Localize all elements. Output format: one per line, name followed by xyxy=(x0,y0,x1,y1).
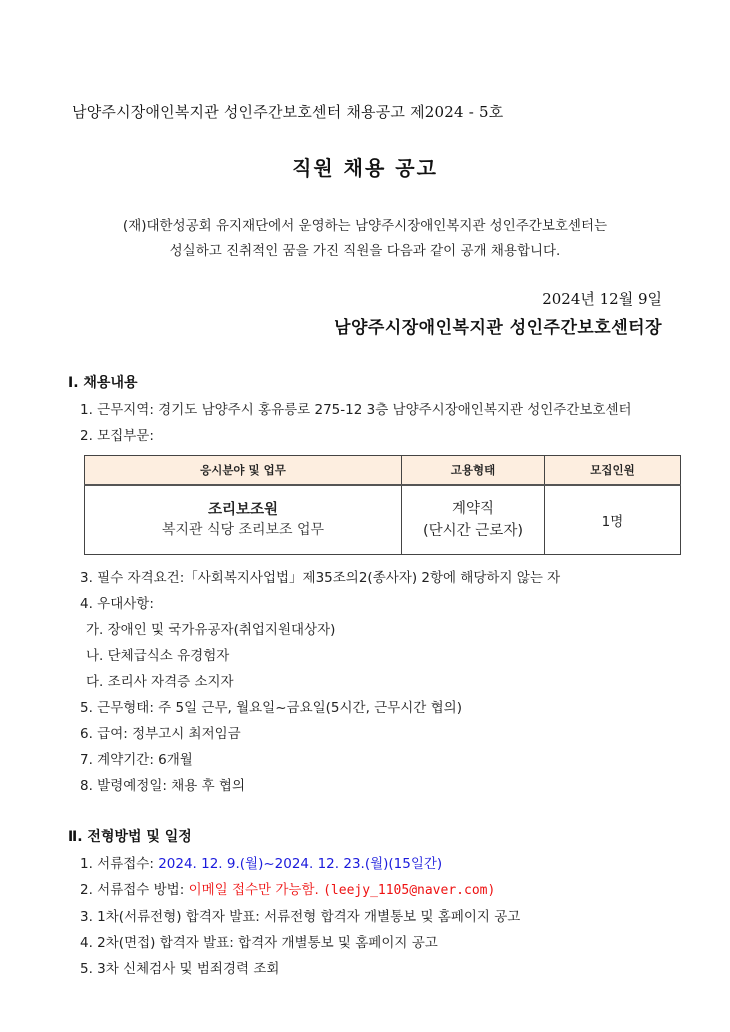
employment-type-cell xyxy=(402,485,545,555)
salary: 6. 급여: 정부고시 최저임금 xyxy=(80,726,241,742)
preferences-label: 4. 우대사항: xyxy=(80,596,154,612)
contract-period: 7. 계약기간: 6개월 xyxy=(80,752,193,768)
table-header-row xyxy=(85,456,681,486)
application-period-label: 1. 서류접수: xyxy=(80,856,159,872)
second-round-announcement: 4. 2차(면접) 합격자 발표: 합격자 개별통보 및 홈페이지 공고 xyxy=(80,935,438,951)
preference-item: 나. 단체급식소 유경험자 xyxy=(86,648,230,664)
signer: 남양주시장애인복지관 성인주간보호센터장 xyxy=(334,318,662,338)
table-row xyxy=(85,485,681,555)
role-description: 복지관 식당 조리보조 업무 xyxy=(161,522,325,538)
column-header-employment-type: 고용형태 xyxy=(402,456,545,486)
application-email-link[interactable]: (leejy_1105@naver.com) xyxy=(323,883,496,898)
application-period-value: 2024. 12. 9.(월)~2024. 12. 23.(월)(15일간) xyxy=(158,856,443,872)
first-round-announcement: 3. 1차(서류전형) 합격자 발표: 서류전형 합격자 개별통보 및 홈페이지 공고 xyxy=(80,909,521,925)
application-method-label: 2. 서류접수 방법: xyxy=(80,882,189,898)
third-round-check: 5. 3차 신체검사 및 범죄경력 조회 xyxy=(80,961,280,977)
application-method xyxy=(80,878,495,898)
notice-date: 2024년 12월 9일 xyxy=(542,290,662,308)
section-1-heading: Ⅰ. 채용내용 xyxy=(68,375,138,391)
column-header-headcount: 모집인원 xyxy=(545,456,681,486)
intro-line-1: (재)대한성공회 유지재단에서 운영하는 남양주시장애인복지관 성인주간보호센터는 xyxy=(122,218,608,234)
application-period xyxy=(80,852,442,872)
employment-type-line-2: (단시간 근로자) xyxy=(423,523,523,539)
preference-item: 다. 조리사 자격증 소지자 xyxy=(86,674,234,690)
required-qualification: 3. 필수 자격요건:「사회복지사업법」제35조의2(종사자) 2항에 해당하지 않는 자 xyxy=(80,570,561,586)
application-method-value: 이메일 접수만 가능함. xyxy=(188,882,324,898)
role-title: 조리보조원 xyxy=(207,502,279,518)
notice-number-line: 남양주시장애인복지관 성인주간보호센터 채용공고 제2024 - 5호 xyxy=(72,103,504,121)
recruitment-table xyxy=(84,455,681,555)
intro-line-2: 성실하고 진취적인 꿈을 가진 직원을 다음과 같이 공개 채용합니다. xyxy=(169,243,561,259)
position-cell xyxy=(85,485,402,555)
recruit-category-label: 2. 모집부문: xyxy=(80,428,154,444)
headcount-cell: 1명 xyxy=(545,485,681,555)
page-title: 직원 채용 공고 xyxy=(292,156,438,180)
column-header-position: 응시분야 및 업무 xyxy=(85,456,402,486)
preference-item: 가. 장애인 및 국가유공자(취업지원대상자) xyxy=(86,622,336,638)
section-2-heading: Ⅱ. 전형방법 및 일정 xyxy=(68,829,192,845)
work-location: 1. 근무지역: 경기도 남양주시 홍유릉로 275-12 3층 남양주시장애인복지관 성인주간보호센터 xyxy=(80,402,632,418)
work-type: 5. 근무형태: 주 5일 근무, 월요일~금요일(5시간, 근무시간 협의) xyxy=(80,700,462,716)
employment-type-line-1: 계약직 xyxy=(451,501,495,517)
start-date: 8. 발령예정일: 채용 후 협의 xyxy=(80,778,246,794)
